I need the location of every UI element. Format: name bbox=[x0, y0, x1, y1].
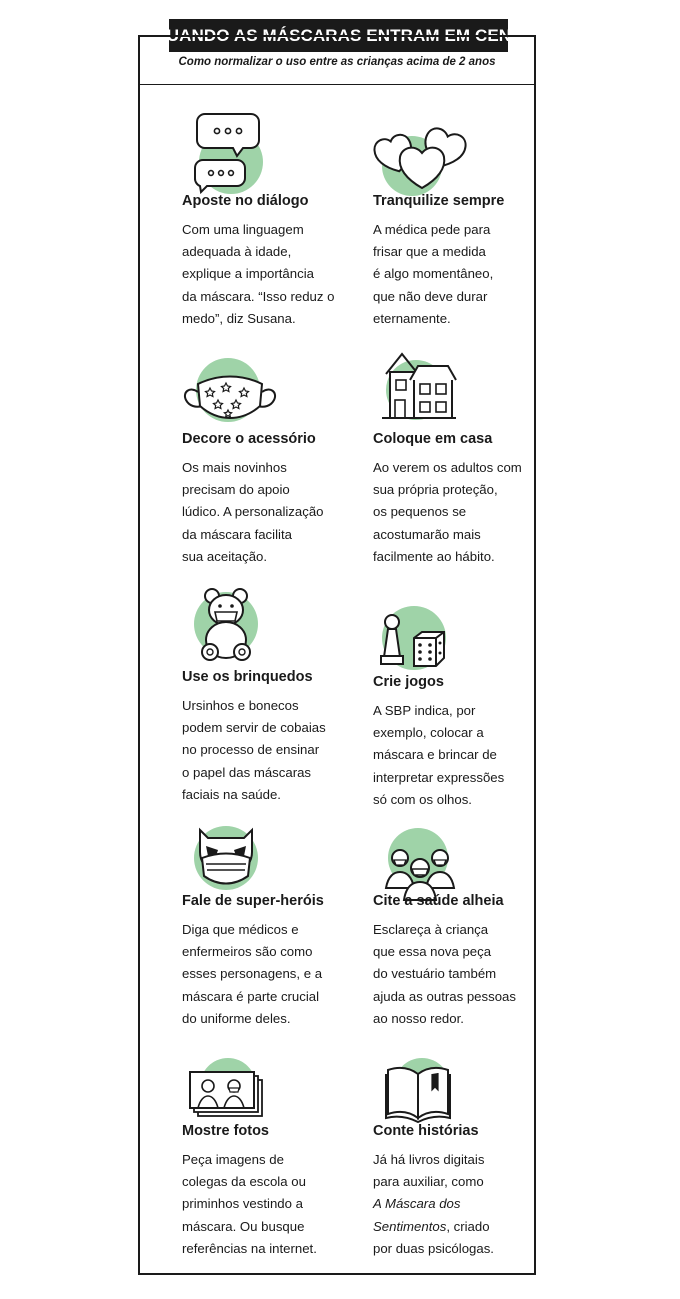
tip-text-line: priminhos vestindo a bbox=[182, 1196, 303, 1212]
tip-text-line: adequada à idade, bbox=[182, 244, 292, 260]
tip-text-line: A médica pede para bbox=[373, 222, 491, 237]
tip-text-line: para auxiliar, como bbox=[373, 1174, 484, 1190]
tip-title-superheroes: Fale de super-heróis bbox=[182, 893, 324, 909]
tip-text-line: do uniforme deles. bbox=[182, 1010, 291, 1026]
tip-text-reassure bbox=[373, 219, 493, 330]
tip-text-line: da máscara facilita bbox=[182, 526, 292, 542]
tip-text-others-health bbox=[373, 919, 516, 1030]
tip-text-decorate bbox=[182, 457, 324, 568]
tip-text-line: que não deve durar bbox=[373, 288, 488, 304]
tip-text-line: no processo de ensinar bbox=[182, 742, 320, 758]
tip-title-games: Crie jogos bbox=[373, 674, 444, 690]
tip-text-line: máscara é parte crucial bbox=[182, 988, 320, 1004]
tip-text-line: da máscara. “Isso reduz o bbox=[182, 288, 335, 304]
tip-text-line: o papel das máscaras bbox=[182, 764, 312, 780]
tip-title-toys: Use os brinquedos bbox=[182, 669, 313, 685]
tip-text-photos bbox=[182, 1149, 317, 1260]
hearts-icon bbox=[372, 108, 472, 194]
tip-text-line: Os mais novinhos bbox=[182, 460, 287, 475]
tip-text-line: medo”, diz Susana. bbox=[182, 310, 296, 326]
tip-text-home bbox=[373, 457, 522, 568]
teddy-bear-icon bbox=[188, 582, 288, 668]
tip-text-line: Sentimentos, criado bbox=[373, 1218, 490, 1234]
tip-text-line: por duas psicólogas. bbox=[373, 1240, 494, 1256]
tip-text-superheroes bbox=[182, 919, 322, 1030]
tip-text-line: acostumarão mais bbox=[373, 526, 481, 542]
tip-text-line: máscara e brincar de bbox=[373, 747, 497, 763]
tip-text-line: interpretar expressões bbox=[373, 769, 505, 785]
house-icon bbox=[380, 342, 480, 428]
tip-text-line: Ao verem os adultos com bbox=[373, 460, 522, 475]
tip-text-line: que essa nova peça bbox=[373, 944, 492, 960]
tip-title-photos: Mostre fotos bbox=[182, 1123, 269, 1139]
tip-title-home: Coloque em casa bbox=[373, 431, 493, 447]
tip-text-line: explique a importância bbox=[182, 266, 314, 282]
tip-text-line: eternamente. bbox=[373, 310, 451, 326]
masked-people-icon bbox=[382, 818, 482, 904]
infographic-subtitle: Como normalizar o uso entre as crianças acima de 2 anos bbox=[178, 56, 496, 68]
tip-text-line: podem servir de cobaias bbox=[182, 720, 326, 736]
tip-text-line: é algo momentâneo, bbox=[373, 266, 494, 282]
tip-text-line: máscara. Ou busque bbox=[182, 1218, 305, 1234]
tip-text-line: colegas da escola ou bbox=[182, 1174, 306, 1190]
tip-text-line: A SBP indica, por bbox=[373, 703, 476, 718]
tip-text-line: facilmente ao hábito. bbox=[373, 548, 495, 564]
tip-text-line: Esclareça à criança bbox=[373, 922, 489, 937]
tip-text-line: Diga que médicos e bbox=[182, 922, 299, 937]
tip-text-games bbox=[373, 700, 504, 811]
tip-title-stories: Conte histórias bbox=[373, 1123, 479, 1139]
tip-text-line: ajuda as outras pessoas bbox=[373, 988, 516, 1004]
tip-text-line: faciais na saúde. bbox=[182, 786, 281, 802]
game-piece-and-dice-icon bbox=[376, 598, 476, 684]
tip-text-line: enfermeiros são como bbox=[182, 944, 313, 960]
tip-text-stories bbox=[373, 1149, 494, 1260]
tip-text-line: Ursinhos e bonecos bbox=[182, 698, 299, 713]
tip-text-line: sua aceitação. bbox=[182, 548, 268, 564]
tip-title-decorate: Decore o acessório bbox=[182, 431, 316, 447]
tip-text-line: só com os olhos. bbox=[373, 791, 472, 807]
tip-title-others-health: Cite a saúde alheia bbox=[373, 893, 504, 909]
tip-title-dialogue: Aposte no diálogo bbox=[182, 193, 309, 209]
tip-text-line: os pequenos se bbox=[373, 504, 467, 520]
speech-bubbles-icon bbox=[185, 108, 285, 194]
decorated-mask-icon bbox=[182, 354, 282, 440]
tip-text-line: Com uma linguagem bbox=[182, 222, 304, 237]
tip-text-line: A Máscara dos bbox=[373, 1196, 461, 1212]
superhero-mask-icon bbox=[186, 816, 286, 902]
header-divider bbox=[140, 84, 534, 85]
tip-text-line: sua própria proteção, bbox=[373, 482, 498, 498]
tip-text-line: Peça imagens de bbox=[182, 1152, 284, 1167]
tip-text-line: ao nosso redor. bbox=[373, 1010, 464, 1026]
tip-text-line: esses personagens, e a bbox=[182, 966, 323, 982]
tip-text-line: referências na internet. bbox=[182, 1240, 317, 1256]
infographic-title: QUANDO AS MÁSCARAS ENTRAM EM CENA bbox=[169, 19, 508, 52]
tip-text-toys bbox=[182, 695, 326, 806]
tip-text-line: Já há livros digitais bbox=[373, 1152, 485, 1167]
tip-text-line: do vestuário também bbox=[373, 966, 497, 982]
tip-text-line: lúdico. A personalização bbox=[182, 504, 324, 520]
tip-text-dialogue bbox=[182, 219, 334, 330]
tip-title-reassure: Tranquilize sempre bbox=[373, 193, 505, 209]
tip-text-line: precisam do apoio bbox=[182, 482, 290, 498]
tip-text-line: exemplo, colocar a bbox=[373, 725, 484, 741]
tip-text-line: frisar que a medida bbox=[373, 244, 486, 260]
